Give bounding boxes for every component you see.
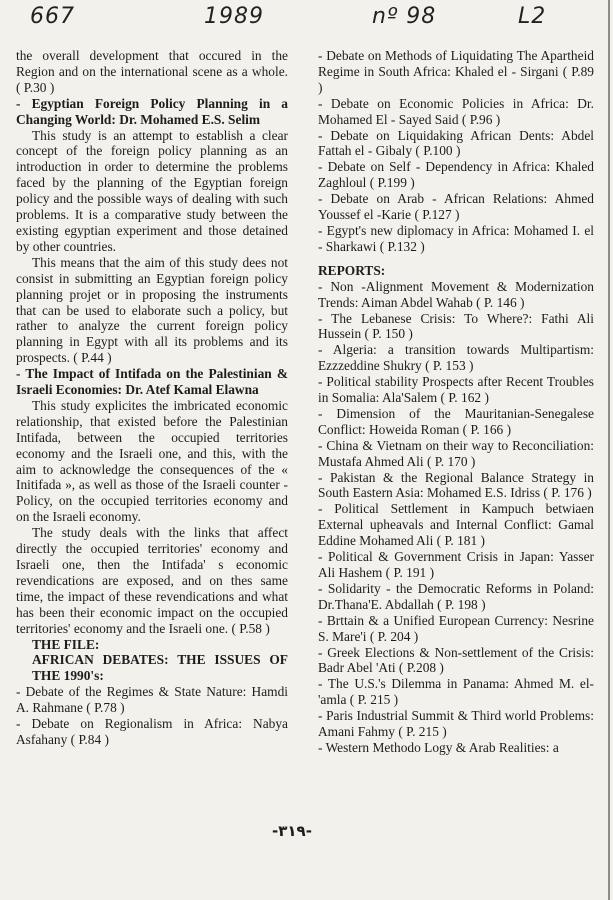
paragraph: - Debate on Arab - African Relations: Ahmed Youssef el -Karie ( P.127 ) [318, 191, 594, 223]
paragraph: - Western Methodo Logy & Arab Realities: a [318, 739, 559, 755]
paragraph: - Debate on Regionalism in Africa: Nabya Asfahany ( P.84 ) [16, 716, 288, 747]
paragraph: - Brttain & a Unified European Currency: Nesrine S. Mare'i ( P. 204 ) [318, 612, 594, 644]
paragraph: - China & Vietnam on their way to Reconciliation: Mustafa Ahmed Ali ( P. 170 ) [318, 437, 594, 469]
handwritten-year: 1989 [204, 4, 264, 29]
paragraph: - The U.S.'s Dilemma in Panama: Ahmed M. el-'amla ( P. 215 ) [318, 676, 594, 708]
paragraph: - Solidarity - the Democratic Reforms in Poland: Dr.Thana'E. Abdallah ( P. 198 ) [318, 580, 594, 612]
section-heading: REPORTS: [318, 262, 386, 278]
paragraph: - Paris Industrial Summit & Third world Problems: Amani Fahmy ( P. 215 ) [318, 708, 594, 740]
handwritten-issue: nº 98 [372, 4, 437, 29]
paragraph: - Political & Government Crisis in Japan: Yasser Ali Hashem ( P. 191 ) [318, 549, 594, 580]
paragraph: - Debate on Self - Dependency in Africa: Khaled Zaghloul ( P.199 ) [318, 159, 594, 191]
page-edge-shadow [608, 0, 610, 900]
paragraph: - Greek Elections & Non-settlement of the Crisis: Badr Abel 'Ati ( P.208 ) [318, 644, 594, 676]
paragraph: - Egypt's new diplomacy in Africa: Mohamed I. el - Sharkawi ( P.132 ) [318, 222, 594, 254]
right-column [318, 48, 594, 756]
paragraph: - Pakistan & the Regional Balance Strategy in South Eastern Asia: Mohamed E.S. Idriss ( P. 176 ) [318, 469, 594, 501]
paragraph: - The Lebanese Crisis: To Where?: Fathi Ali Hussein ( P. 150 ) [318, 310, 594, 342]
paragraph: This study explicites the imbricated economic relationship, that existed before the Palestinian Intifada, between the occupied territories economy and the Israeli one, and this, with the aim to acknowledge the consequences of the « Initifada », as well as those of the Israeli counter - Policy, on the occupied territories economy and on the Israeli economy. [16, 397, 288, 525]
paragraph: - Debate on Methods of Liquidating The Apartheid Regime in South Africa: Khaled el - Sirgani ( P.89 ) [318, 48, 594, 95]
paragraph: - Algeria: a transition towards Multipartism: Ezzzeddine Shukry ( P. 153 ) [318, 342, 594, 374]
paragraph: The study deals with the links that affect directly the occupied territories' economy and Israeli one, then the Intifada' s economic revendications are exposed, and on thes same time, the impact of these revendications and what has been their economic impact on the occupied territories' economy and the Israeli one. ( P.58 ) [16, 525, 288, 636]
paragraph: This means that the aim of this study dees not consist in submitting an Egyptian foreign policy planning projet or in proposing the instruments that can be used to elaborate such a policy, but rather to analyze the current foreign policy planning in Egypt with all its problems and its prospects. ( P.44 ) [16, 254, 288, 366]
paragraph: - Dimension of the Mauritanian-Senegalese Conflict: Howeida Roman ( P. 166 ) [318, 405, 594, 437]
paragraph: the overall development that occured in the Region and on the international scene as a whole. ( P.30 ) [16, 48, 288, 95]
section-heading: - The Impact of Intifada on the Palestinian & Israeli Economies: Dr. Atef Kamal Elawna [16, 366, 288, 398]
page-number: -٣١٩- [272, 822, 312, 840]
spacer [318, 255, 594, 263]
section-heading: AFRICAN DEBATES: THE ISSUES OF THE 1990's: [32, 652, 288, 684]
handwritten-mark: L2 [518, 4, 547, 29]
paragraph: - Debate of the Regimes & State Nature: Hamdi A. Rahmane ( P.78 ) [16, 684, 288, 716]
paragraph: - Non -Alignment Movement & Modernization Trends: Aiman Abdel Wahab ( P. 146 ) [318, 278, 594, 310]
section-heading: THE FILE: [32, 636, 100, 652]
handwritten-page-ref: 667 [30, 4, 75, 29]
section-heading: - Egyptian Foreign Policy Planning in a Changing World: Dr. Mohamed E.S. Selim [16, 95, 288, 127]
paragraph: - Debate on Economic Policies in Africa: Dr. Mohamed El - Sayed Said ( P.96 ) [318, 95, 594, 127]
paragraph: This study is an attempt to establish a clear concept of the foreign policy planning as an introduction in order to determine the problems faced by the planning of the Egyptian foreign policy and the possible ways of dealing with such problems. It is a comparative study between the existing egyptian experiment and those detained by other countries. [16, 127, 288, 254]
paragraph: - Political stability Prospects after Recent Troubles in Somalia: Ala'Salem ( P. 162 ) [318, 374, 594, 406]
paragraph: - Debate on Liquidaking African Dents: Abdel Fattah el - Gibaly ( P.100 ) [318, 127, 594, 159]
paragraph: - Political Settlement in Kampuch betwiaen External upheavals and Internal Conflict: Gamal Eddine Mohamed Ali ( P. 181 ) [318, 501, 594, 549]
left-column [16, 48, 288, 748]
